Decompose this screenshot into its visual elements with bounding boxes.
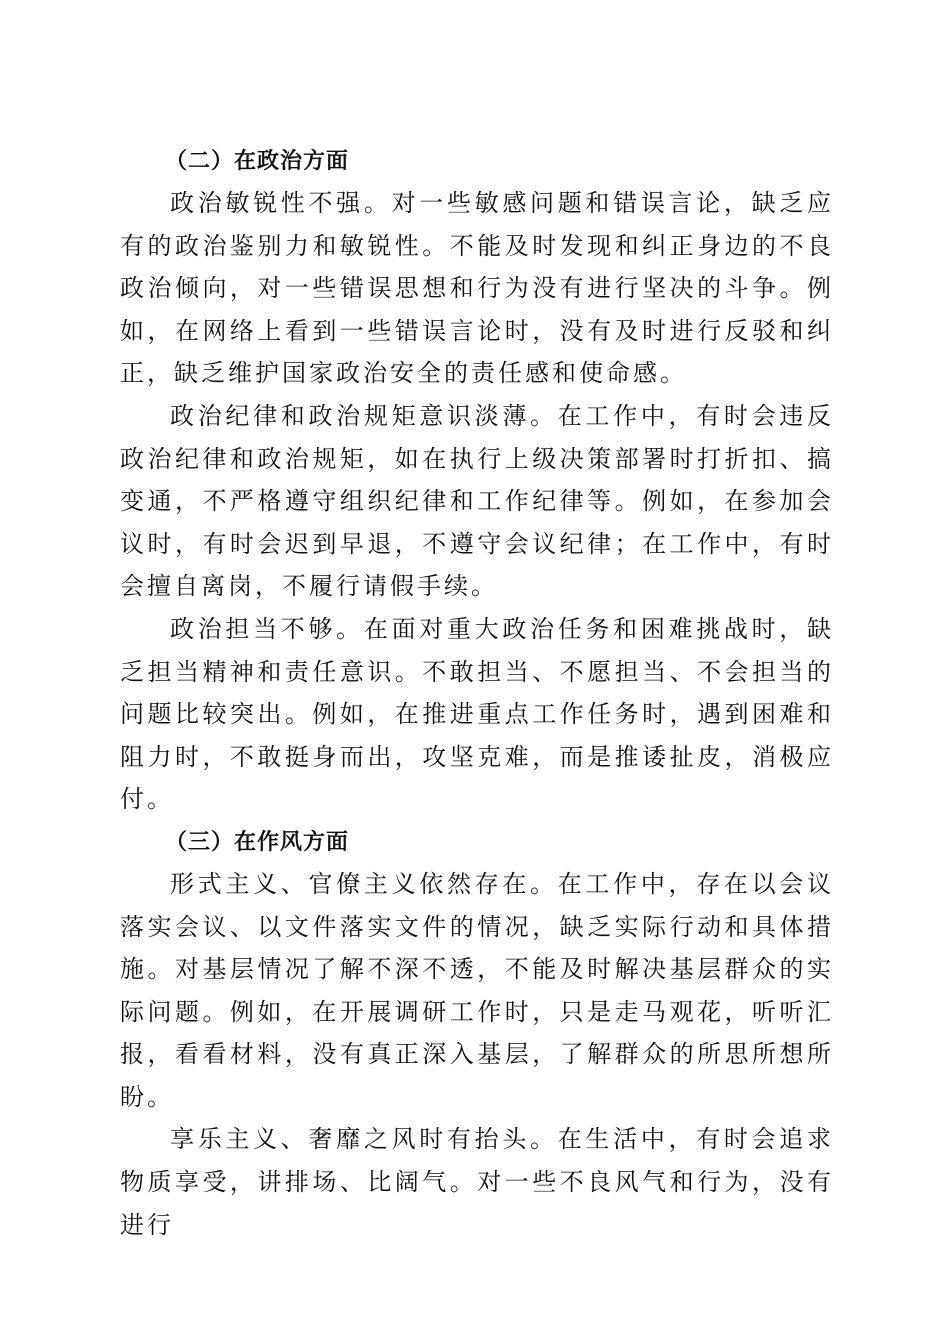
section-heading: （二）在政治方面 xyxy=(165,148,350,174)
section-politics xyxy=(120,140,834,821)
paragraph: 享乐主义、奢靡之风时有抬头。在生活中，有时会追求物质享受，讲排场、比阔气。对一些不良风气和行为，没有进行 xyxy=(120,1125,834,1239)
section-heading: （三）在作风方面 xyxy=(165,828,350,855)
paragraph: 政治敏锐性不强。对一些敏感问题和错误言论，缺乏应有的政治鉴别力和敏锐性。不能及时发现和纠正身边的不良政治倾向，对一些错误思想和行为没有进行坚决的斗争。例如，在网络上看到一些错误言论时，没有及时进行反驳和纠正，缺乏维护国家政治安全的责任感和使命感。 xyxy=(120,189,834,388)
document-page xyxy=(120,140,834,1246)
paragraph: 政治担当不够。在面对重大政治任务和困难挑战时，缺乏担当精神和责任意识。不敢担当、不愿担当、不会担当的问题比较突出。例如，在推进重点工作任务时，遇到困难和阻力时，不敢挺身而出，攻坚克难，而是推诿扯皮，消极应付。 xyxy=(120,614,834,814)
paragraph: 政治纪律和政治规矩意识淡薄。在工作中，有时会违反政治纪律和政治规矩，如在执行上级决策部署时打折扣、搞变通，不严格遵守组织纪律和工作纪律等。例如，在参加会议时，有时会迟到早退，不遵守会议纪律；在工作中，有时会擅自离岗，不履行请假手续。 xyxy=(120,401,834,601)
paragraph: 形式主义、官僚主义依然存在。在工作中，存在以会议落实会议、以文件落实文件的情况，缺乏实际行动和具体措施。对基层情况了解不深不透，不能及时解决基层群众的实际问题。例如，在开展调研工作时，只是走马观花，听听汇报，看看材料，没有真正深入基层，了解群众的所思所想所盼。 xyxy=(120,869,834,1111)
section-work-style xyxy=(120,821,834,1246)
